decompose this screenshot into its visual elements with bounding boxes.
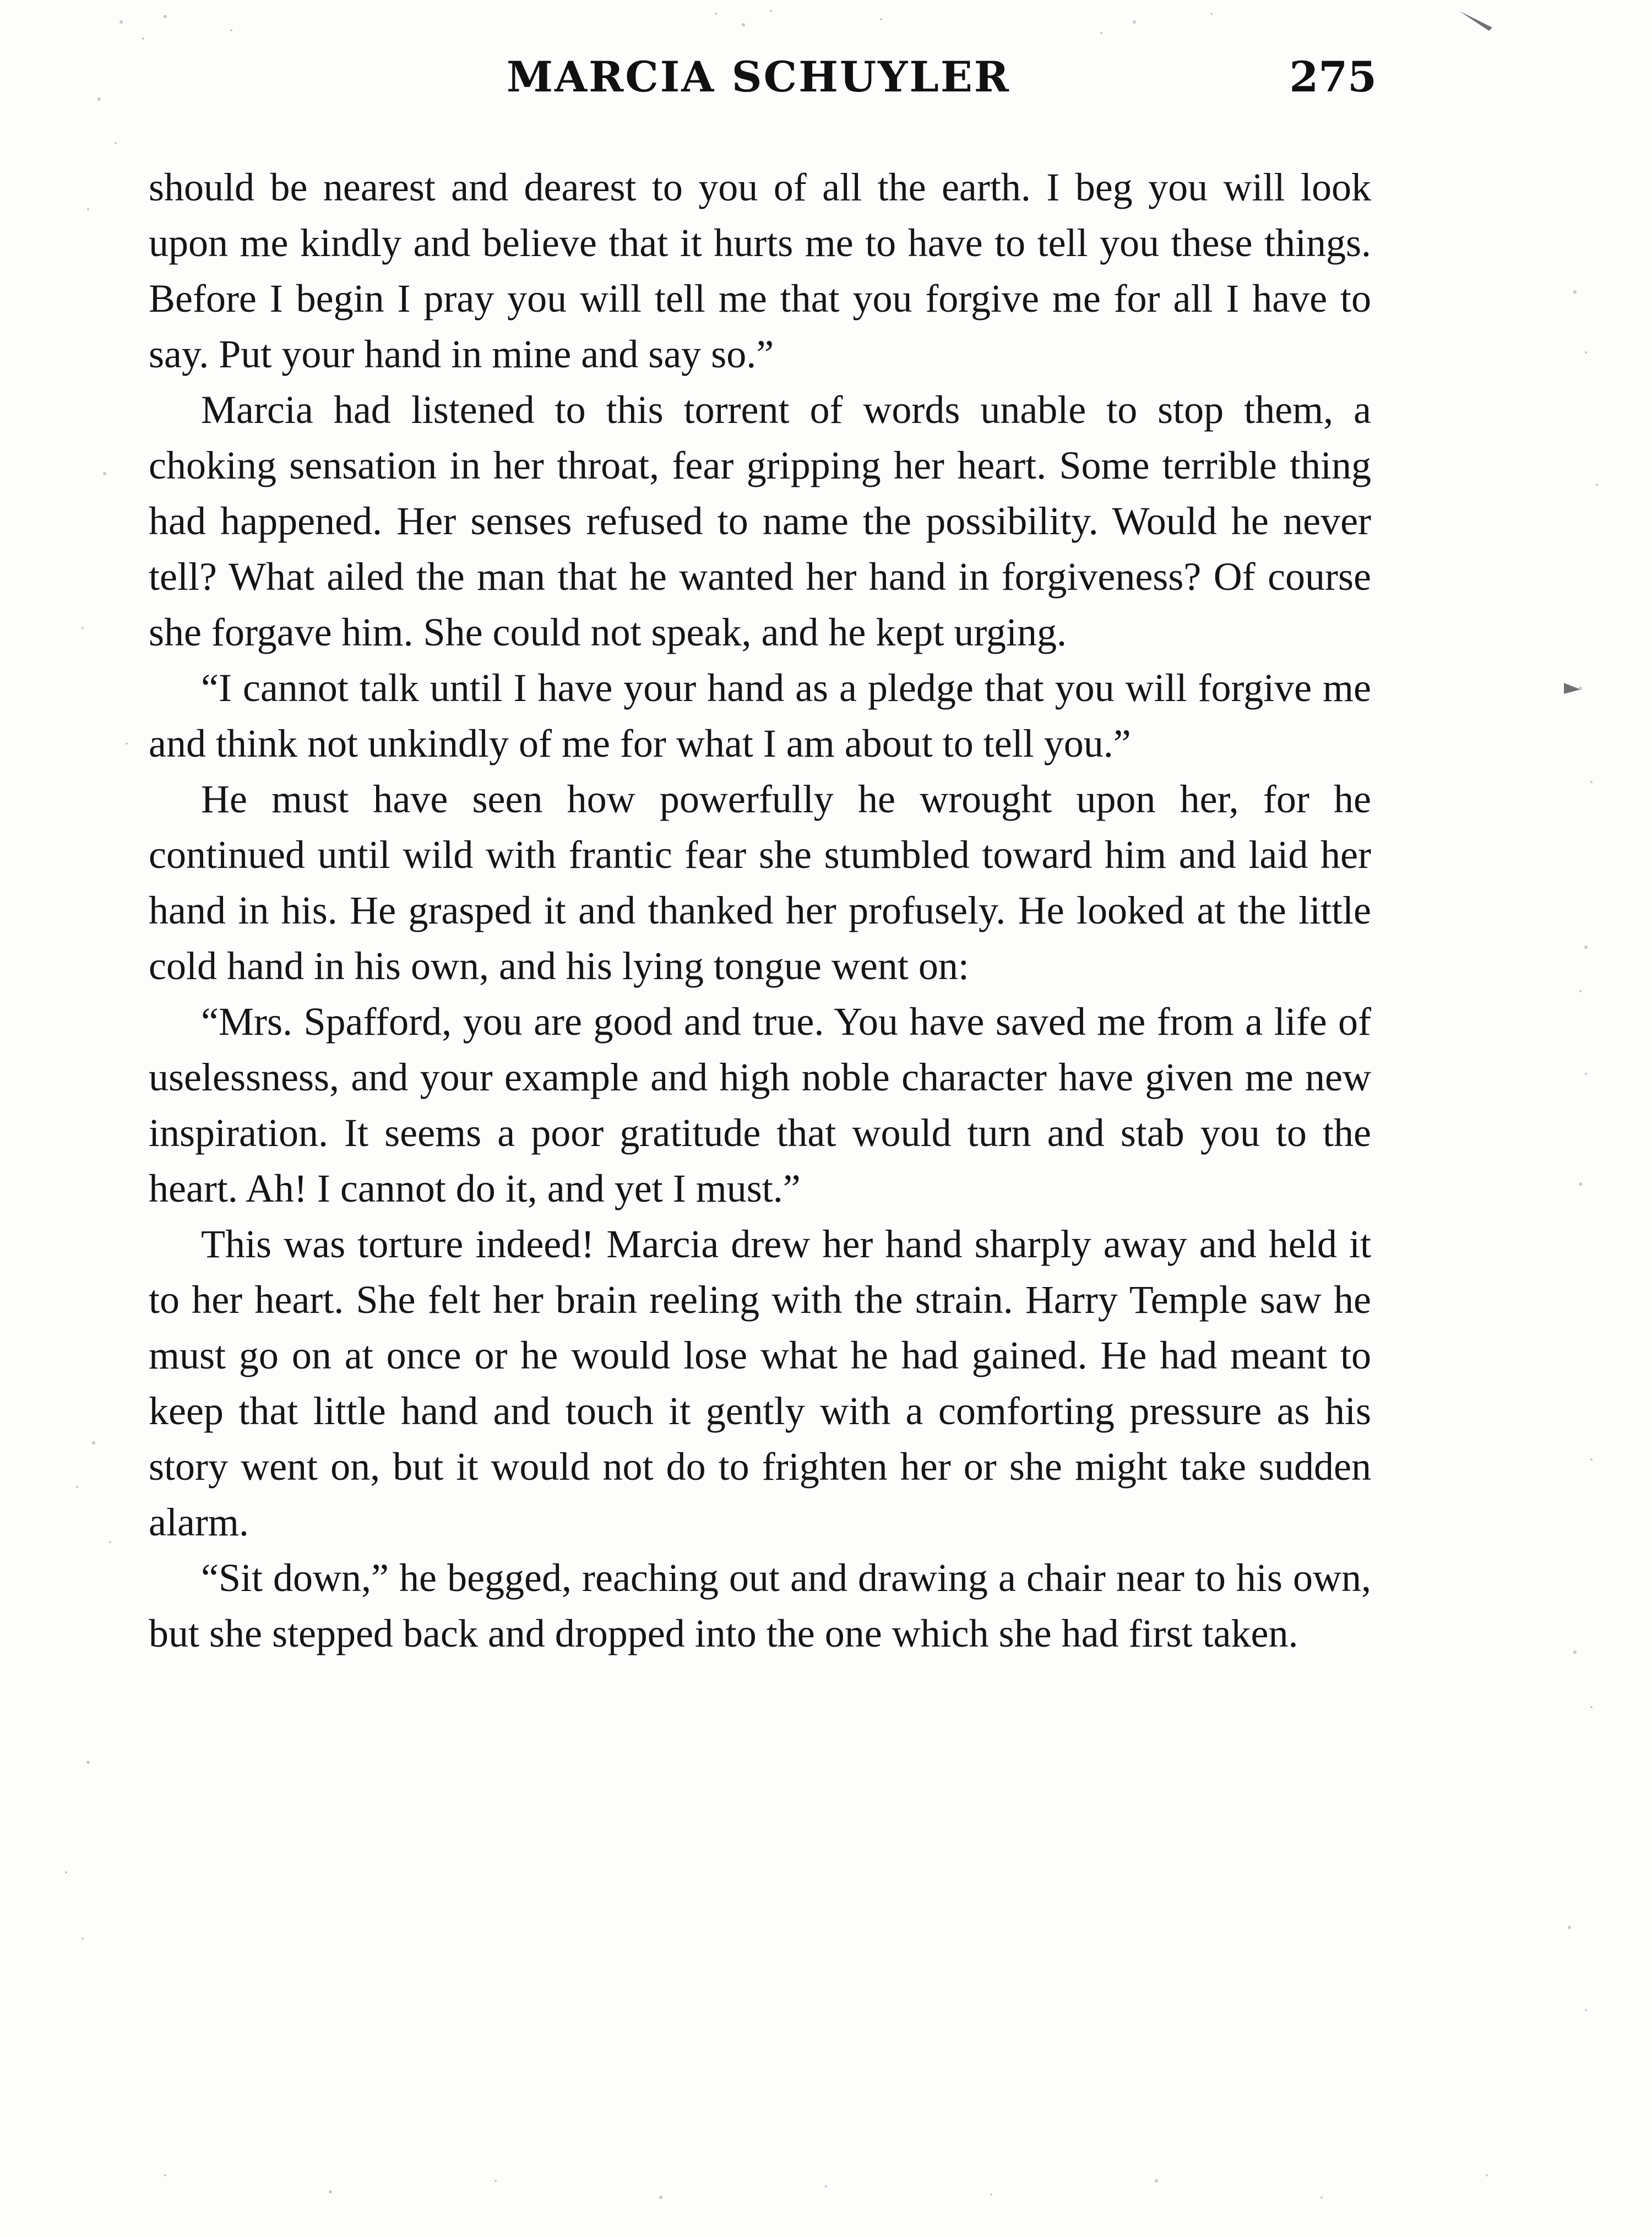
paragraph: “Sit down,” he begged, reaching out and drawing a chair near to his own, but she stepped back and dropped into the one which she had first taken.: [149, 1556, 1371, 1655]
paragraph: “I cannot talk until I have your hand as a pledge that you will forgive me and think not unkindly of me for what I am about to tell you.”: [149, 666, 1371, 765]
paragraph: “Mrs. Spafford, you are good and true. You have saved me from a life of uselessness, and your example and high noble character have given me new inspiration. It seems a poor gratitude that would turn and stab you to the heart. Ah! I cannot do it, and yet I must.”: [149, 1000, 1371, 1210]
paragraph: This was torture indeed! Marcia drew her hand sharply away and held it to her heart. She felt her brain reeling with the strain. Harry Temple saw he must go on at once or he would lose what he had gained. He had meant to keep that little hand and touch it gently with a comforting pressure as his story went on, but it would not do to frighten her or she might take sudden alarm.: [149, 1222, 1371, 1544]
page-body-text: [149, 160, 1371, 1662]
page-number: 275: [1289, 52, 1377, 101]
paragraph: He must have seen how powerfully he wrought upon her, for he continued until wild with frantic fear she stumbled toward him and laid her hand in his. He grasped it and thanked her profusely. He looked at the little cold hand in his own, and his lying tongue went on:: [149, 777, 1371, 988]
running-header: [507, 52, 1377, 113]
paragraph: Marcia had listened to this torrent of words unable to stop them, a choking sensation in her throat, fear gripping her heart. Some terrible thing had happened. Her senses refused to name the possibility. Would he never tell? What ailed the man that he wanted her hand in forgiveness? Of course she forgave him. She could not speak, and he kept urging.: [149, 388, 1371, 654]
running-title: MARCIA SCHUYLER: [507, 52, 1010, 101]
paragraph: should be nearest and dearest to you of all the earth. I beg you will look upon me kindly and believe that it hurts me to have to tell you these things. Before I begin I pray you will tell me that you forgive me for all I have to say. Put your hand in mine and say so.”: [149, 165, 1371, 376]
